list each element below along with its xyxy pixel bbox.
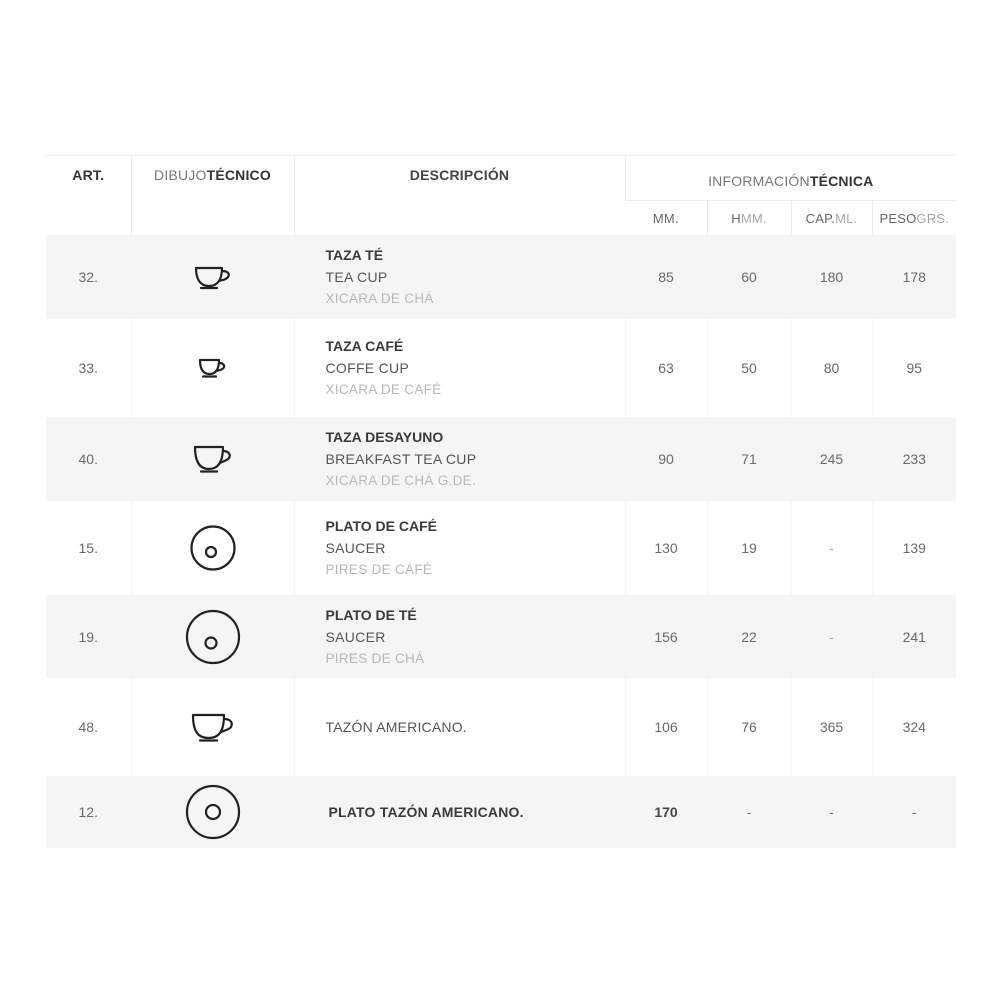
mm-cell: 156 <box>625 595 707 678</box>
header-tecnico-label: TÉCNICO <box>206 167 271 183</box>
description-single: TAZÓN AMERICANO. <box>325 719 467 735</box>
peso-cell: - <box>872 776 956 848</box>
cap-cell: - <box>791 501 872 595</box>
description-en: TEA CUP <box>325 269 388 285</box>
cap-cell: 365 <box>791 678 872 776</box>
description-en: SAUCER <box>325 540 386 556</box>
header-peso-unit: GRS. <box>916 210 950 226</box>
header-row <box>46 156 956 201</box>
peso-cell: 139 <box>872 501 956 595</box>
header-dibujo-tecnico <box>131 156 294 236</box>
description-pt: XICARA DE CHÁ <box>325 291 434 306</box>
product-spec-table <box>46 155 956 848</box>
saucer-icon <box>189 524 237 572</box>
peso-cell: 95 <box>872 319 956 417</box>
description-cell <box>294 501 625 595</box>
description-pt: PIRES DE CAFÉ <box>325 562 433 577</box>
saucer-icon <box>184 608 242 666</box>
mm-cell: 85 <box>625 235 707 319</box>
drawing-cell <box>131 319 294 417</box>
description-es: PLATO DE CAFÉ <box>325 518 437 534</box>
header-informacion-tecnica <box>625 156 956 201</box>
mug-icon <box>190 711 236 743</box>
table-row <box>46 776 956 848</box>
drawing-cell <box>131 678 294 776</box>
table-row <box>46 501 956 595</box>
breakfast-cup-icon <box>192 443 234 475</box>
description-cell <box>294 678 625 776</box>
description-cell <box>294 595 625 678</box>
hmm-cell: 19 <box>707 501 791 595</box>
header-cap <box>791 201 872 236</box>
product-spec-table-container <box>46 155 956 848</box>
header-cap-unit: ML. <box>835 210 858 226</box>
art-cell: 48. <box>46 678 131 776</box>
header-art <box>46 156 131 236</box>
header-dibujo-label: DIBUJO <box>154 167 207 183</box>
header-descripcion <box>294 156 625 236</box>
description-cell <box>294 319 625 417</box>
description-pt: PIRES DE CHÁ <box>325 650 425 666</box>
table-row <box>46 319 956 417</box>
header-art-label: ART. <box>72 167 105 183</box>
header-peso-label: PESO <box>879 210 917 226</box>
description-en: SAUCER <box>325 628 386 645</box>
header-mm-label: MM. <box>652 210 679 226</box>
header-hmm-unit: MM. <box>740 210 767 226</box>
mm-cell: 130 <box>625 501 707 595</box>
art-cell: 19. <box>46 595 131 678</box>
hmm-cell: 76 <box>707 678 791 776</box>
header-h-label: H <box>731 210 741 226</box>
drawing-cell <box>131 776 294 848</box>
art-cell: 33. <box>46 319 131 417</box>
mm-cell: 170 <box>625 776 707 848</box>
description-pt: XICARA DE CAFÉ <box>325 382 442 397</box>
peso-cell: 233 <box>872 417 956 501</box>
hmm-cell: 22 <box>707 595 791 678</box>
teacup-icon <box>193 263 233 291</box>
peso-cell: 178 <box>872 235 956 319</box>
description-es: PLATO DE TÉ <box>325 606 417 623</box>
description-es: TAZA CAFÉ <box>325 338 404 354</box>
description-pt: XICARA DE CHÁ G.DE. <box>325 473 476 488</box>
hmm-cell: 50 <box>707 319 791 417</box>
coffee-cup-icon <box>197 356 229 380</box>
description-cell <box>294 417 625 501</box>
art-cell: 40. <box>46 417 131 501</box>
cap-cell: 245 <box>791 417 872 501</box>
drawing-cell <box>131 501 294 595</box>
description-en: BREAKFAST TEA CUP <box>325 451 477 467</box>
hmm-cell: - <box>707 776 791 848</box>
peso-cell: 241 <box>872 595 956 678</box>
cap-cell: - <box>791 776 872 848</box>
table-row <box>46 678 956 776</box>
header-peso <box>872 201 956 236</box>
hmm-cell: 71 <box>707 417 791 501</box>
header-mm <box>625 201 707 236</box>
cap-cell: - <box>791 595 872 678</box>
mm-cell: 90 <box>625 417 707 501</box>
art-cell: 32. <box>46 235 131 319</box>
header-hmm <box>707 201 791 236</box>
table-row <box>46 417 956 501</box>
description-es: TAZA TÉ <box>325 247 384 263</box>
drawing-cell <box>131 595 294 678</box>
header-informacion-label: INFORMACIÓN <box>708 173 810 189</box>
drawing-cell <box>131 417 294 501</box>
description-cell <box>294 776 625 848</box>
description-es: TAZA DESAYUNO <box>325 429 444 445</box>
art-cell: 15. <box>46 501 131 595</box>
plate-icon <box>184 783 242 841</box>
header-cap-label: CAP. <box>805 210 836 226</box>
header-descripcion-label: DESCRIPCIÓN <box>409 167 510 183</box>
mm-cell: 106 <box>625 678 707 776</box>
table-row <box>46 235 956 319</box>
drawing-cell <box>131 235 294 319</box>
hmm-cell: 60 <box>707 235 791 319</box>
description-single: PLATO TAZÓN AMERICANO. <box>328 804 524 820</box>
cap-cell: 180 <box>791 235 872 319</box>
table-row <box>46 595 956 678</box>
description-cell <box>294 235 625 319</box>
description-en: COFFE CUP <box>325 360 410 376</box>
mm-cell: 63 <box>625 319 707 417</box>
cap-cell: 80 <box>791 319 872 417</box>
header-tecnica-label: TÉCNICA <box>809 173 874 189</box>
peso-cell: 324 <box>872 678 956 776</box>
art-cell: 12. <box>46 776 131 848</box>
